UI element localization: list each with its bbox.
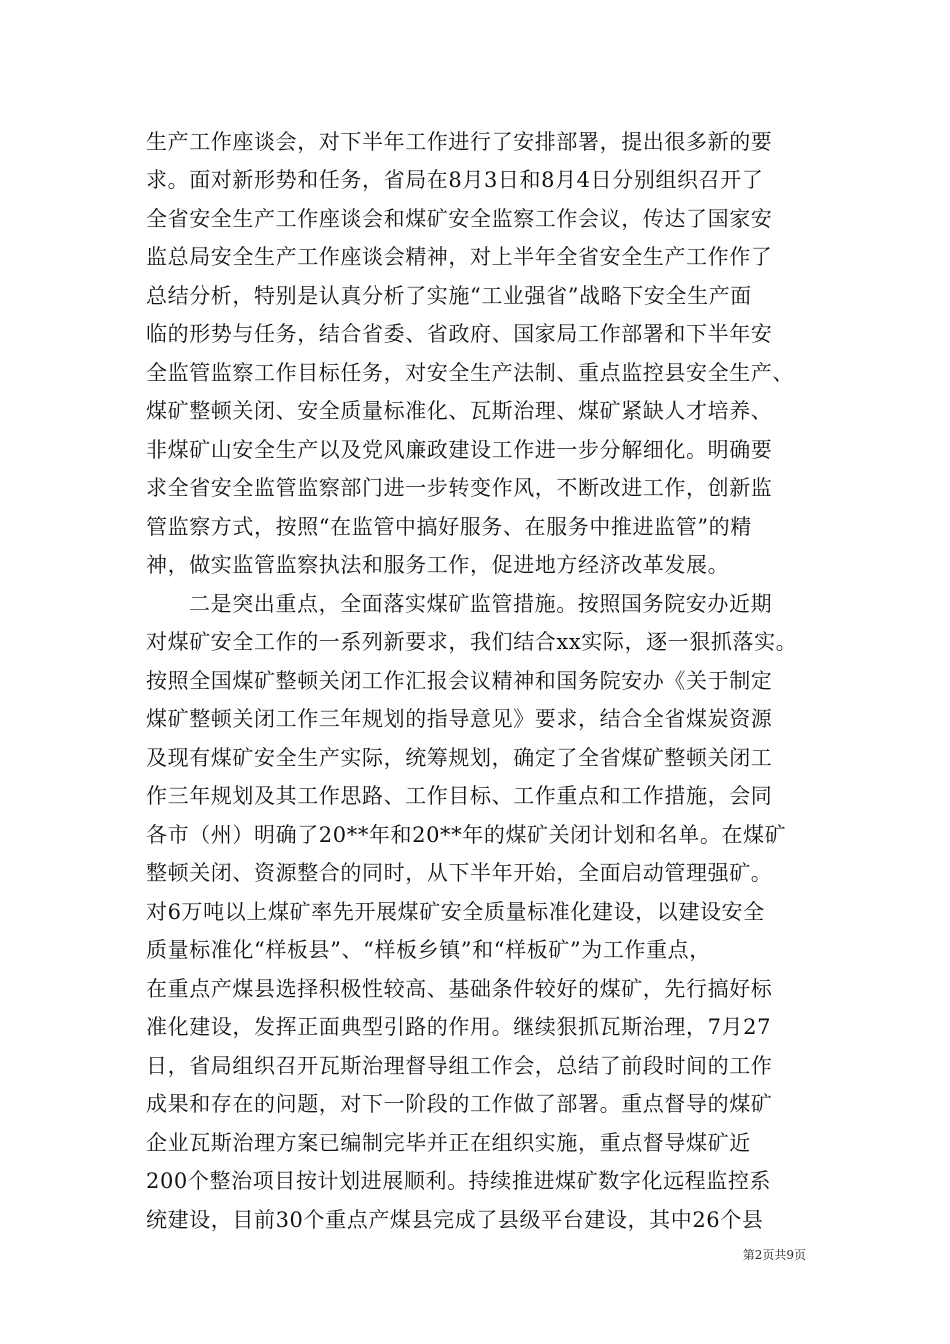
text-line: 200个整治项目按计划进展顺利。持续推进煤矿数字化远程监控系 [146, 1169, 772, 1193]
text-line: 非煤矿山安全生产以及党风廉政建设工作进一步分解细化。明确要 [146, 438, 773, 462]
text-line: 生产工作座谈会，对下半年工作进行了安排部署，提出很多新的要 [146, 130, 773, 154]
text-line: 管监察方式，按照“在监管中搞好服务、在服务中推进监管”的精 [146, 515, 752, 539]
text-line: 日，省局组织召开瓦斯治理督导组工作会，总结了前段时间的工作 [146, 1054, 773, 1078]
text-line: 对煤矿安全工作的一系列新要求，我们结合xx实际，逐一狠抓落实。 [146, 630, 798, 654]
text-line: 临的形势与任务，结合省委、省政府、国家局工作部署和下半年安 [146, 322, 773, 346]
text-line: 企业瓦斯治理方案已编制完毕并正在组织实施，重点督导煤矿近 [146, 1131, 751, 1155]
text-line: 神，做实监管监察执法和服务工作，促进地方经济改革发展。 [146, 553, 730, 577]
paragraph-first-line: 二是突出重点，全面落实煤矿监管措施。按照国务院安办近期 [189, 592, 773, 616]
text-line: 及现有煤矿安全生产实际，统筹规划，确定了全省煤矿整顿关闭工 [146, 746, 773, 770]
text-line: 求。面对新形势和任务，省局在8月3日和8月4日分别组织召开了 [146, 168, 764, 192]
text-line: 求全省安全监管监察部门进一步转变作风，不断改进工作，创新监 [146, 476, 773, 500]
page-number: 第2页共9页 [742, 1248, 806, 1262]
text-line: 整顿关闭、资源整合的同时，从下半年开始，全面启动管理强矿。 [146, 861, 773, 885]
text-line: 在重点产煤县选择积极性较高、基础条件较好的煤矿，先行搞好标 [146, 977, 773, 1001]
text-line: 统建设，目前30个重点产煤县完成了县级平台建设，其中26个县 [146, 1208, 764, 1232]
text-line: 准化建设，发挥正面典型引路的作用。继续狠抓瓦斯治理，7月27 [146, 1015, 772, 1039]
text-line: 作三年规划及其工作思路、工作目标、工作重点和工作措施，会同 [146, 784, 773, 808]
text-line: 质量标准化“样板县”、“样板乡镇”和“样板矿”为工作重点， [146, 938, 711, 962]
text-line: 各市（州）明确了20**年和20**年的煤矿关闭计划和名单。在煤矿 [146, 823, 787, 847]
text-line: 按照全国煤矿整顿关闭工作汇报会议精神和国务院安办《关于制定 [146, 669, 773, 693]
text-line: 成果和存在的问题，对下一阶段的工作做了部署。重点督导的煤矿 [146, 1092, 773, 1116]
text-line: 全省安全生产工作座谈会和煤矿安全监察工作会议，传达了国家安 [146, 207, 773, 231]
text-line: 对6万吨以上煤矿率先开展煤矿安全质量标准化建设，以建设安全 [146, 900, 765, 924]
text-line: 煤矿整顿关闭、安全质量标准化、瓦斯治理、煤矿紧缺人才培养、 [146, 399, 773, 423]
text-line: 全监管监察工作目标任务，对安全生产法制、重点监控县安全生产、 [146, 361, 794, 385]
text-line: 监总局安全生产工作座谈会精神，对上半年全省安全生产工作作了 [146, 245, 773, 269]
text-line: 煤矿整顿关闭工作三年规划的指导意见》要求，结合全省煤炭资源 [146, 707, 773, 731]
text-line: 总结分析，特别是认真分析了实施“工业强省”战略下安全生产面 [146, 284, 752, 308]
